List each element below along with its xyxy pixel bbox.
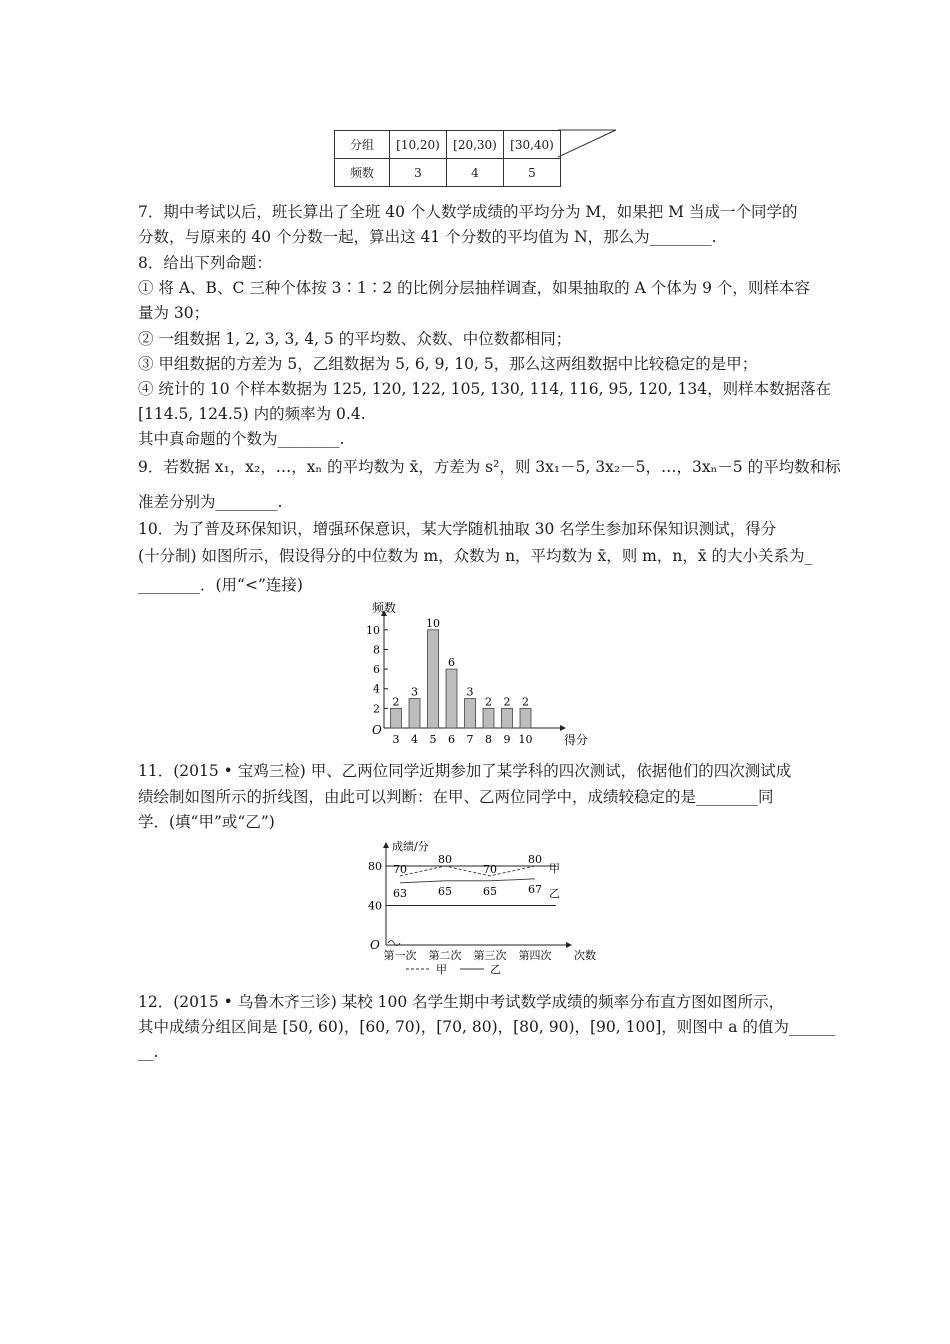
- q8-end: 其中真命题的个数为________.: [138, 430, 345, 448]
- q10-line1: 10．为了普及环保知识，增强环保意识，某大学随机抽取 30 名学生参加环保知识测试，得分: [138, 520, 777, 538]
- bar-value-label: 2: [392, 695, 400, 709]
- y-axis-arrow: [383, 842, 389, 848]
- y-axis-label: 成绩/分: [392, 840, 429, 853]
- data-point-label: 63: [393, 886, 407, 900]
- bar: [446, 669, 457, 728]
- x-axis-arrow: [560, 725, 566, 731]
- data-point-label: 65: [483, 884, 497, 898]
- bar: [520, 708, 531, 728]
- bar-value-label: 3: [411, 685, 418, 699]
- table-row-label: 频数: [335, 159, 390, 187]
- x-tick-label: 第四次: [518, 949, 552, 962]
- q10-line3: ________．(用“<”连接): [138, 576, 303, 594]
- bar-value-label: 3: [466, 685, 474, 699]
- x-tick-label: 3: [392, 733, 400, 746]
- bar-value-label: 10: [426, 616, 440, 630]
- table-header-label: 分组: [335, 131, 390, 159]
- table-cell: [20,30): [447, 131, 504, 159]
- table-row: [335, 131, 561, 159]
- q8-proposition-3: ③ 甲组数据的方差为 5，乙组数据为 5, 6, 9, 10, 5，那么这两组数据中比较稳定的是甲；: [138, 355, 758, 373]
- y-tick-label: 4: [373, 682, 380, 696]
- bar-value-label: 2: [485, 695, 492, 709]
- bar-value-label: 2: [522, 695, 529, 709]
- table-cell: [30,40): [504, 131, 561, 159]
- q7-line1: 7．期中考试以后，班长算出了全班 40 个人数学成绩的平均分为 M，如果把 M 当成一个同学的: [138, 203, 798, 221]
- x-tick-label: 7: [466, 733, 474, 746]
- x-tick-label: 第二次: [428, 949, 462, 962]
- frequency-table: [334, 130, 561, 187]
- q8-proposition-2: ② 一组数据 1, 2, 3, 3, 4, 5 的平均数、众数、中位数都相同；: [138, 330, 572, 348]
- q12-line3: __.: [138, 1043, 159, 1061]
- legend-label-jia: 甲: [436, 963, 447, 976]
- bar-value-label: 6: [448, 656, 455, 670]
- origin-label: O: [370, 938, 380, 952]
- y-tick-label: 40: [368, 899, 382, 913]
- q8-intro: 8．给出下列命题：: [138, 254, 272, 272]
- y-tick-label: 8: [373, 643, 380, 657]
- series-end-label: 乙: [549, 886, 560, 900]
- bar: [483, 708, 494, 728]
- x-tick-label: 4: [411, 733, 418, 746]
- x-tick-label: 8: [485, 733, 492, 746]
- origin-label: O: [372, 723, 382, 737]
- q12-line2: 其中成绩分组区间是 [50, 60)，[60, 70)，[70, 80)，[80, 90)，[90, 100]，则图中 a 的值为______: [138, 1018, 836, 1036]
- bar: [428, 630, 439, 728]
- q9-line1: 9．若数据 x₁，x₂，…，xₙ 的平均数为 x̄，方差为 s²，则 3x₁－5, 3x₂－5，…，3xₙ－5 的平均数和标: [138, 458, 841, 476]
- table-cell: 5: [504, 159, 561, 187]
- y-tick-label: 80: [368, 860, 382, 873]
- data-point-label: 65: [438, 884, 452, 898]
- x-tick-label: 10: [518, 733, 533, 746]
- q8-proposition-4b: [114.5, 124.5) 内的频率为 0.4.: [138, 405, 366, 423]
- x-axis-arrow: [566, 942, 572, 948]
- q11-line1: 11．(2015 • 宝鸡三检) 甲、乙两位同学近期参加了某学科的四次测试，依据他们的四次测试成: [138, 762, 792, 780]
- x-tick-label: 第一次: [383, 949, 417, 962]
- data-point-label: 80: [528, 853, 542, 866]
- q10-line2: (十分制) 如图所示，假设得分的中位数为 m，众数为 n，平均数为 x̄，则 m，n，x̄ 的大小关系为_: [138, 547, 813, 565]
- table-cell: 4: [447, 159, 504, 187]
- q11-line2: 绩绘制如图所示的折线图，由此可以判断：在甲、乙两位同学中，成绩较稳定的是________同: [138, 788, 774, 806]
- x-axis-label: 次数: [574, 949, 596, 962]
- bar: [391, 708, 402, 728]
- q11-line3: 学．(填“甲”或“乙”): [138, 813, 275, 831]
- x-tick-label: 6: [448, 733, 455, 746]
- bar-value-label: 2: [503, 695, 511, 709]
- legend-label-yi: 乙: [490, 963, 501, 976]
- series-end-label: 甲: [549, 862, 560, 875]
- x-tick-label: 第三次: [473, 949, 507, 962]
- x-tick-label: 9: [503, 733, 511, 746]
- y-tick-label: 10: [366, 623, 380, 637]
- data-point-label: 80: [438, 853, 452, 866]
- y-tick-label: 2: [373, 702, 380, 716]
- q8-proposition-1a: ① 将 A、B、C 三种个体按 3∶1∶2 的比例分层抽样调查，如果抽取的 A 个体为 9 个，则样本容: [138, 279, 810, 297]
- table-row: [335, 159, 561, 187]
- table-continuation-lines: [558, 129, 618, 159]
- x-axis-label: 得分: [564, 733, 589, 747]
- bar: [465, 699, 476, 728]
- bar: [409, 699, 420, 728]
- table-cell: 3: [390, 159, 447, 187]
- series-line-yi: [400, 879, 535, 883]
- q8-proposition-1b: 量为 30；: [138, 304, 210, 322]
- score-frequency-bar-chart: [340, 600, 590, 750]
- data-point-label: 70: [393, 862, 407, 876]
- y-axis-label: 频数: [372, 601, 397, 615]
- q8-proposition-4a: ④ 统计的 10 个样本数据为 125, 120, 122, 105, 130, 114, 116, 95, 120, 134，则样本数据落在: [138, 380, 832, 398]
- bar: [502, 708, 513, 728]
- series-line-jia: [400, 866, 535, 876]
- data-point-label: 67: [528, 882, 542, 896]
- q12-line1: 12．(2015 • 乌鲁木齐三诊) 某校 100 名学生期中考试数学成绩的频率分布直方图如图所示，: [138, 993, 785, 1011]
- data-point-label: 70: [483, 862, 497, 876]
- y-tick-label: 6: [373, 663, 380, 677]
- table-cell: [10,20): [390, 131, 447, 159]
- test-score-line-chart: [360, 836, 600, 981]
- q7-line2: 分数，与原来的 40 个分数一起，算出这 41 个分数的平均值为 N，那么为________.: [138, 228, 717, 246]
- q9-line2: 准差分别为________.: [138, 493, 283, 511]
- x-tick-label: 5: [429, 733, 437, 746]
